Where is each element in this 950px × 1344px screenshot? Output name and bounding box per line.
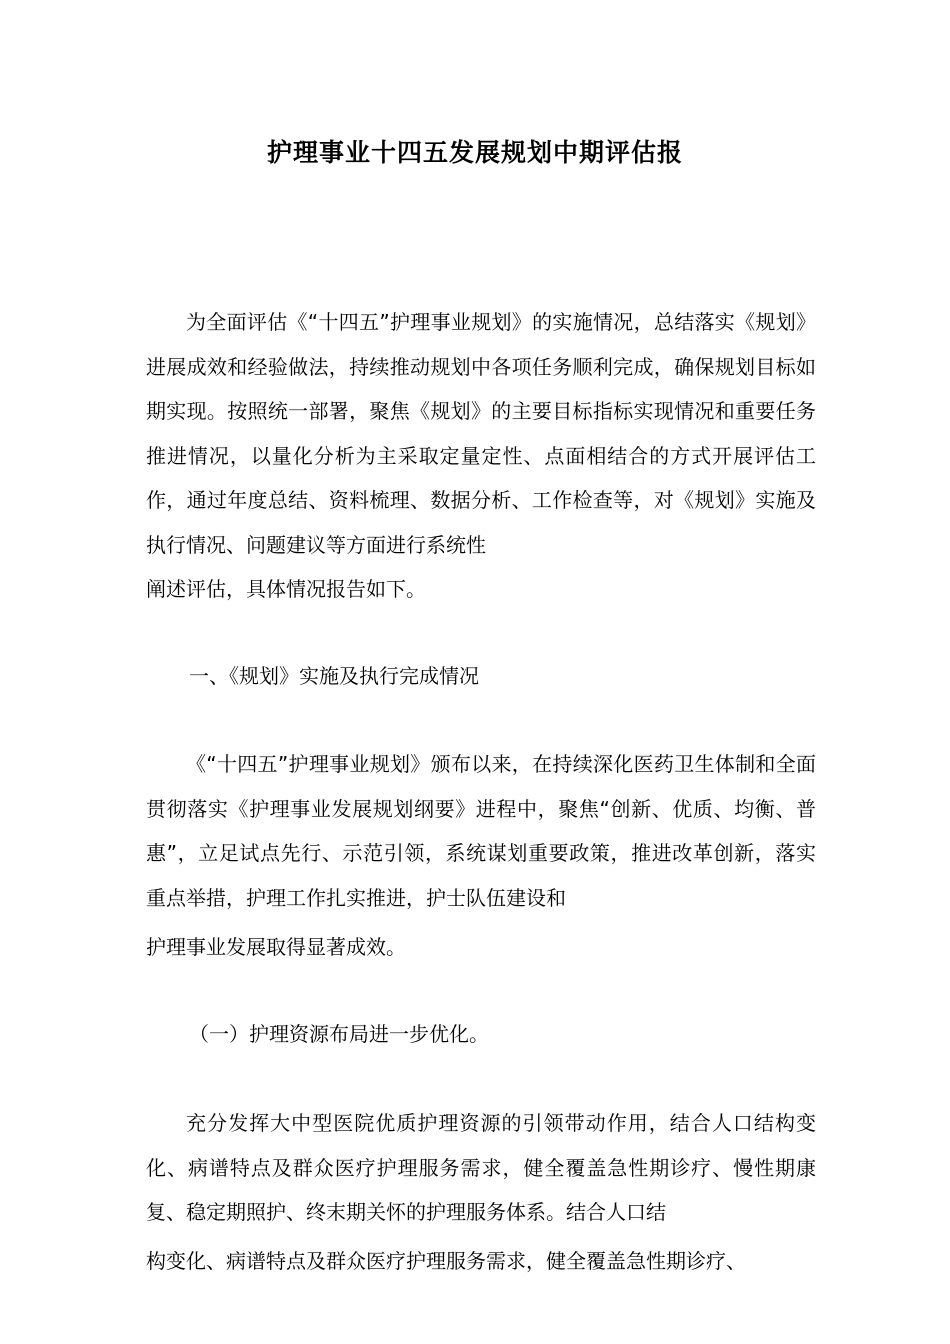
paragraph-subsection-1: 充分发挥大中型医院优质护理资源的引领带动作用，结合人口结构变化、病谱特点及群众医疗护理服务需求，健全覆盖急性期诊疗、慢性期康复、稳定期照护、终末期关怀的护理服务体系。结合人口结 [146,1111,816,1224]
paragraph-section-1: 《“十四五”护理事业规划》颁布以来，在持续深化医药卫生体制和全面贯彻落实《护理事业发展规划纲要》进程中，聚焦“创新、优质、均衡、普惠”，立足试点先行、示范引领，系统谋划重要政策，推进改革创新，落实重点举措，护理工作扎实推进，护士队伍建设和 [146,752,816,910]
paragraph-intro-tail: 阐述评估，具体情况报告如下。 [146,577,426,601]
subsection-heading-1: （一）护理资源布局进一步优化。 [189,1022,489,1046]
section-heading-1: 一、《规划》实施及执行完成情况 [189,664,479,688]
paragraph-subsection-1-tail: 构变化、病谱特点及群众医疗护理服务需求，健全覆盖急性期诊疗、 [146,1249,746,1273]
document-title: 护理事业十四五发展规划中期评估报 [266,138,683,167]
paragraph-intro: 为全面评估《“十四五”护理事业规划》的实施情况，总结落实《规划》进展成效和经验做法，持续推动规划中各项任务顺利完成，确保规划目标如期实现。按照统一部署，聚焦《规划》的主要目标指标实现情况和重要任务推进情况，以量化分析为主采取定量定性、点面相结合的方式开展评估工作，通过年度总结、资料梳理、数据分析、工作检查等，对《规划》实施及执行情况、问题建议等方面进行系统性 [146,310,816,557]
paragraph-section-1-tail: 护理事业发展取得显著成效。 [146,935,406,959]
